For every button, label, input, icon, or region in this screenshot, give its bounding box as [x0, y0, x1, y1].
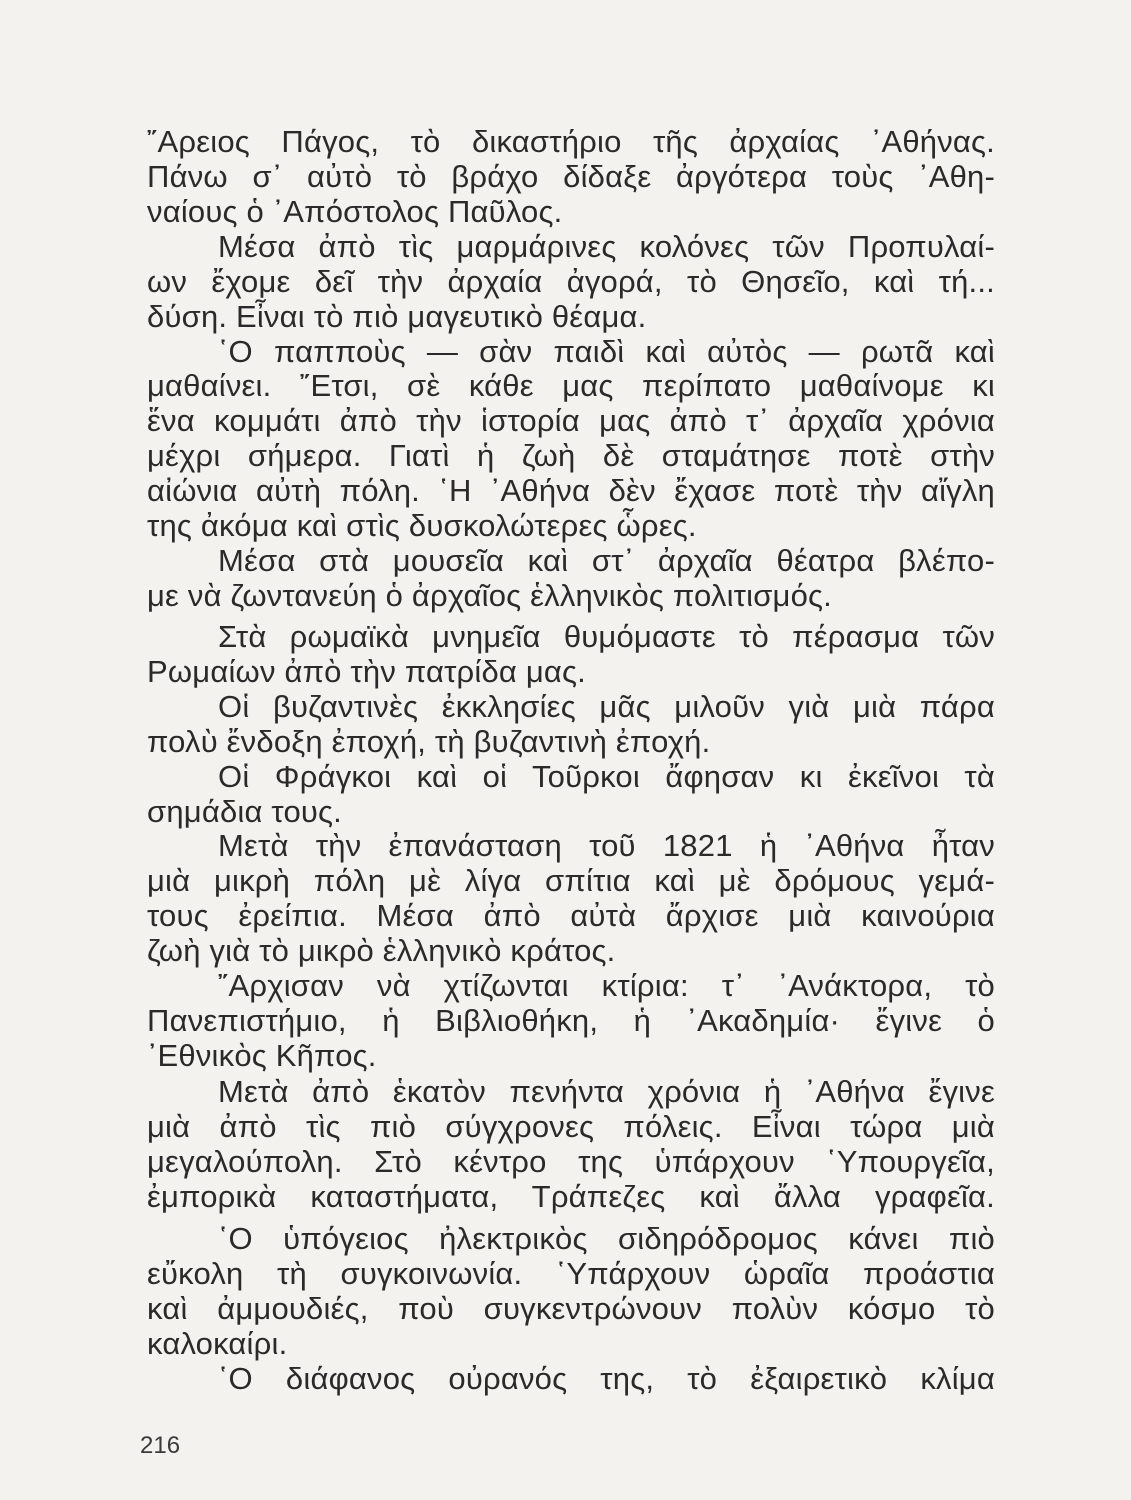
- text-line: της ἀκόμα καὶ στὶς δυσκολώτερες ὧρες.: [147, 508, 697, 543]
- text-line: ἕνα κομμάτι ἀπὸ τὴν ἱστορία μας ἀπὸ τ᾿ ἀρχαῖα χρόνια: [147, 403, 995, 438]
- text-line: Πανεπιστήμιο, ἡ Βιβλιοθήκη, ἡ ᾿Ακαδημία· ἔγινε ὁ: [147, 1003, 995, 1038]
- text-line: τους ἐρείπια. Μέσα ἀπὸ αὐτὰ ἄρχισε μιὰ καινούρια: [147, 898, 995, 933]
- text-line: καλοκαίρι.: [147, 1326, 288, 1361]
- text-line: ῎Αρειος Πάγος, τὸ δικαστήριο τῆς ἀρχαίας ᾿Αθήνας.: [147, 124, 995, 159]
- text-line: ῎Αρχισαν νὰ χτίζωνται κτίρια: τ᾿ ᾿Ανάκτορα, τὸ: [218, 968, 995, 1003]
- text-line: Στὰ ρωμαϊκὰ μνημεῖα θυμόμαστε τὸ πέρασμα τῶν: [218, 619, 995, 654]
- text-line: ᾿Εθνικὸς Κῆπος.: [147, 1038, 377, 1073]
- text-line: μαθαίνει. ῎Ετσι, σὲ κάθε μας περίπατο μαθαίνομε κι: [147, 368, 995, 403]
- text-line: Μέσα ἀπὸ τὶς μαρμάρινες κολόνες τῶν Προπυλαί-: [218, 229, 995, 264]
- text-line: ναίους ὁ ᾿Απόστολος Παῦλος.: [147, 194, 563, 229]
- text-line: ῾Ο διάφανος οὐρανός της, τὸ ἐξαιρετικὸ κλίμα: [218, 1361, 995, 1396]
- text-line: Μέσα στὰ μουσεῖα καὶ στ᾿ ἀρχαῖα θέατρα βλέπο-: [218, 543, 995, 578]
- text-line: μιὰ ἀπὸ τὶς πιὸ σύγχρονες πόλεις. Εἶναι τώρα μιὰ: [147, 1109, 995, 1144]
- text-line: Ρωμαίων ἀπὸ τὴν πατρίδα μας.: [147, 654, 586, 689]
- text-line: εὔκολη τὴ συγκοινωνία. ῾Υπάρχουν ὡραῖα προάστια: [147, 1256, 995, 1291]
- text-line: καὶ ἀμμουδιές, ποὺ συγκεντρώνουν πολὺν κόσμο τὸ: [147, 1291, 995, 1326]
- text-line: μεγαλούπολη. Στὸ κέντρο της ὑπάρχουν ῾Υπουργεῖα,: [147, 1144, 995, 1179]
- text-line: Οἱ Φράγκοι καὶ οἱ Τοῦρκοι ἄφησαν κι ἐκεῖνοι τὰ: [218, 759, 995, 794]
- text-line: ων ἔχομε δεῖ τὴν ἀρχαία ἀγορά, τὸ Θησεῖο, καὶ τή...: [147, 264, 995, 299]
- text-line: μέχρι σήμερα. Γιατὶ ἡ ζωὴ δὲ σταμάτησε ποτὲ στὴν: [147, 438, 995, 473]
- text-line: ἐμπορικὰ καταστήματα, Τράπεζες καὶ ἄλλα γραφεῖα.: [147, 1179, 995, 1214]
- text-line: Μετὰ τὴν ἐπανάσταση τοῦ 1821 ἡ ᾿Αθήνα ἦταν: [218, 828, 995, 863]
- text-line: δύση. Εἶναι τὸ πιὸ μαγευτικὸ θέαμα.: [147, 299, 647, 334]
- text-line: με νὰ ζωντανεύη ὁ ἀρχαῖος ἑλληνικὸς πολιτισμός.: [147, 578, 832, 613]
- page-number: 216: [140, 1432, 181, 1459]
- text-line: πολὺ ἔνδοξη ἐποχή, τὴ βυζαντινὴ ἐποχή.: [147, 724, 711, 759]
- text-line: ῾Ο ὑπόγειος ἠλεκτρικὸς σιδηρόδρομος κάνει πιὸ: [218, 1221, 995, 1256]
- text-line: σημάδια τους.: [147, 794, 342, 829]
- text-line: Μετὰ ἀπὸ ἑκατὸν πενήντα χρόνια ἡ ᾿Αθήνα ἔγινε: [218, 1074, 995, 1109]
- text-line: ζωὴ γιὰ τὸ μικρὸ ἑλληνικὸ κράτος.: [147, 933, 616, 968]
- text-line: μιὰ μικρὴ πόλη μὲ λίγα σπίτια καὶ μὲ δρόμους γεμά-: [147, 863, 995, 898]
- text-line: Πάνω σ᾿ αὐτὸ τὸ βράχο δίδαξε ἀργότερα τοὺς ᾿Αθη-: [147, 159, 995, 194]
- text-line: αἰώνια αὐτὴ πόλη. ῾Η ᾿Αθήνα δὲν ἔχασε ποτὲ τὴν αἴγλη: [147, 473, 995, 508]
- text-line: ῾Ο παπποὺς — σὰν παιδὶ καὶ αὐτὸς — ρωτᾶ καὶ: [218, 334, 995, 369]
- text-line: Οἱ βυζαντινὲς ἐκκλησίες μᾶς μιλοῦν γιὰ μιὰ πάρα: [218, 689, 995, 724]
